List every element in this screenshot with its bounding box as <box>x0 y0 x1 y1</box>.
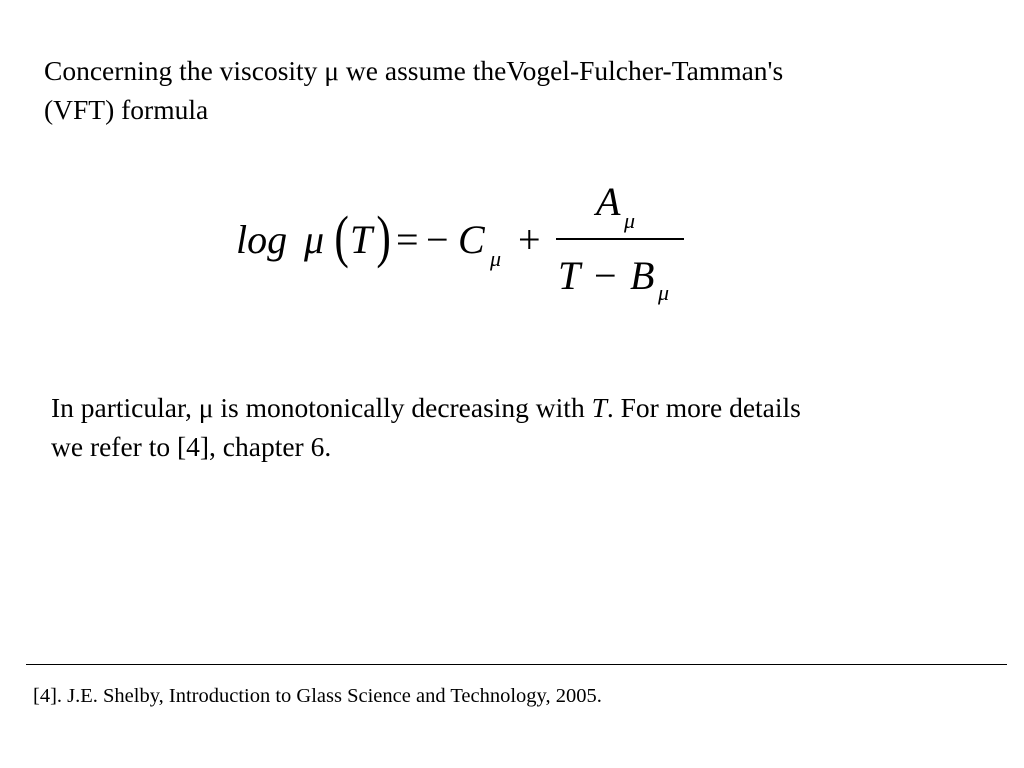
formula-denominator-subscript: μ <box>658 280 670 305</box>
detail-line-2: we refer to [4], chapter 6. <box>51 431 332 462</box>
formula-log: log <box>236 217 288 262</box>
formula-C-subscript: μ <box>490 246 502 271</box>
formula-right-paren: ) <box>376 204 391 269</box>
formula-denominator-T: T <box>558 253 581 298</box>
formula-minus: − <box>426 217 449 262</box>
detail-text-before-T: In particular, μ is monotonically decreasing with <box>51 392 592 423</box>
formula-numerator-subscript: μ <box>624 208 636 233</box>
detail-paragraph <box>51 388 801 466</box>
formula-denominator-minus: − <box>594 253 617 298</box>
footnote-reference: [4]. J.E. Shelby, Introduction to Glass Science and Technology, 2005. <box>33 685 602 707</box>
formula-left-paren: ( <box>334 204 349 269</box>
formula-mu: μ <box>304 217 325 262</box>
formula-denominator-B: B <box>630 253 655 298</box>
detail-T: T <box>591 392 607 423</box>
formula-T: T <box>350 217 373 262</box>
footnote-divider <box>26 664 1007 665</box>
formula-plus: + <box>518 217 541 262</box>
formula-equals: = <box>396 217 419 262</box>
detail-text-after-T: . For more details <box>606 392 801 423</box>
formula-C: C <box>458 217 485 262</box>
detail-line-1 <box>51 388 801 427</box>
fraction-bar <box>556 238 684 240</box>
intro-line-2: (VFT) formula <box>44 94 209 125</box>
vft-formula <box>236 176 696 306</box>
intro-paragraph <box>44 51 783 129</box>
intro-line-1: Concerning the viscosity μ we assume theVogel-Fulcher-Tamman's <box>44 55 784 86</box>
formula-numerator-A: A <box>596 179 621 224</box>
